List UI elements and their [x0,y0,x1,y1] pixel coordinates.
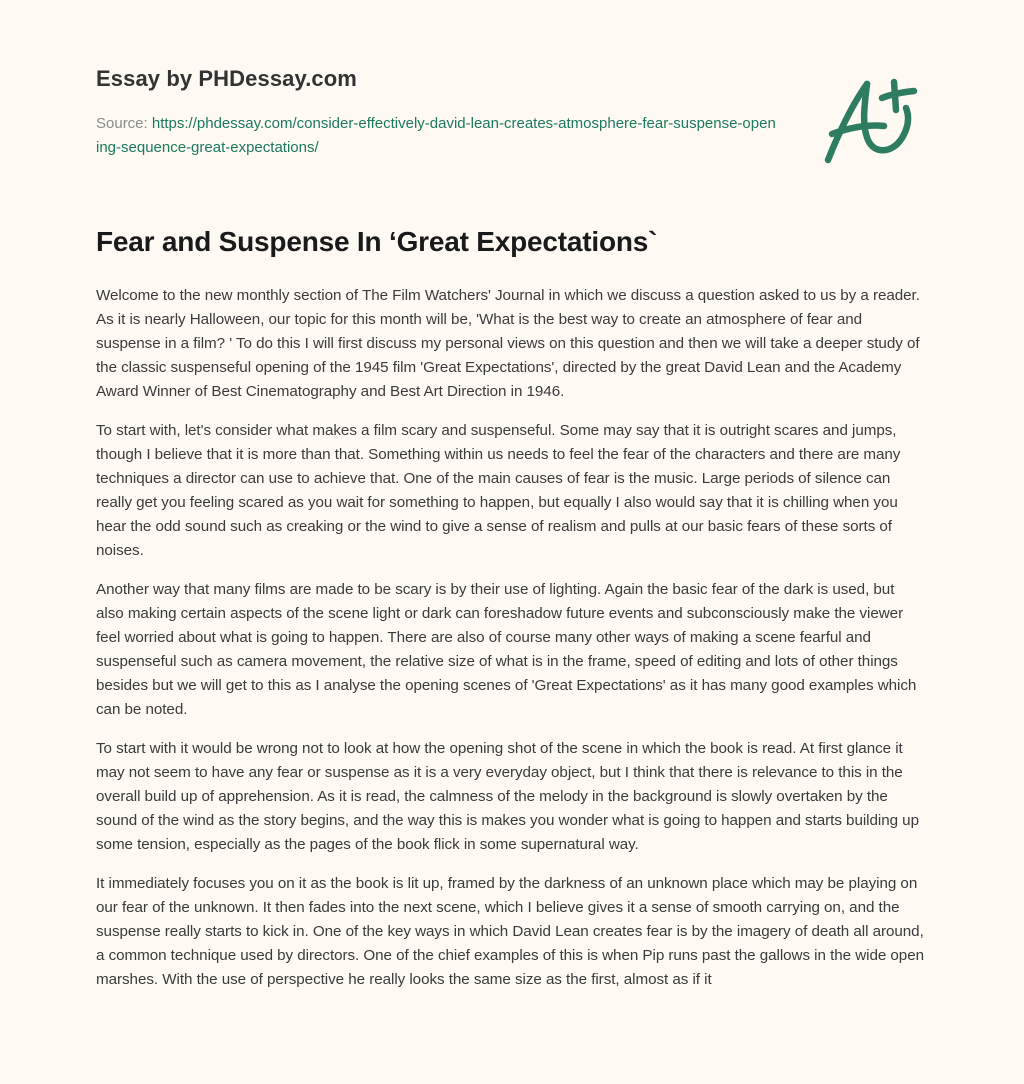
paragraph: Welcome to the new monthly section of The Film Watchers' Journal in which we discuss a question asked to us by a reader. As it is nearly Halloween, our topic for this month will be, 'What is the best way to create an atmosphere of fear and suspense in a film? ' To do this I will first discuss my personal views on this question and then we will take a deeper study of the classic suspenseful opening of the 1945 film 'Great Expectations', directed by the great David Lean and the Academy Award Winner of Best Cinematography and Best Art Direction in 1946. [96,287,920,400]
source-label: Source: [96,115,152,132]
page-header [96,0,926,200]
a-plus-grade-icon [822,68,926,168]
paragraph: Another way that many films are made to be scary is by their use of lighting. Again the basic fear of the dark is used, but also making certain aspects of the scene light or dark can foreshadow future events and subconsciously make the viewer feel worried about what is going to happen. There are also of course many other ways of making a scene fearful and suspenseful such as camera movement, the relative size of what is in the frame, speed of editing and lots of other things besides but we will get to this as I analyse the opening scenes of 'Great Expectations' as it has many good examples which can be noted. [96,581,917,718]
essay-title: Fear and Suspense In ‘Great Expectations` [96,226,658,257]
essay-page [96,0,926,988]
paragraph: To start with it would be wrong not to look at how the opening shot of the scene in which the book is read. At first glance it may not seem to have any fear or suspense as it is a very everyday object, but I think that there is relevance to this in the overall build up of apprehension. As it is read, the calmness of the melody in the background is slowly overtaken by the sound of the wind as the story begins, and the way this is makes you wonder what is going to happen and starts building up some tension, especially as the pages of the book flick in some supernatural way. [96,740,919,853]
source-link[interactable]: https://phdessay.com/consider-effectively-david-lean-creates-atmosphere-fear-suspense-opening-sequence-great-expectations/ [96,115,776,156]
site-title: Essay by PHDessay.com [96,66,357,91]
paragraph: To start with, let's consider what makes a film scary and suspenseful. Some may say that it is outright scares and jumps, though I believe that it is more than that. Something within us needs to feel the fear of the characters and there are many techniques a director can use to achieve that. One of the main causes of fear is the music. Large periods of silence can really get you feeling scared as you wait for something to happen, but equally I also would say that it is chilling when you hear the odd sound such as creaking or the wind to give a sense of realism and pulls at our basic fears of these sorts of noises. [96,422,901,559]
source-line [96,112,776,160]
essay-body [96,284,926,1007]
paragraph: It immediately focuses you on it as the book is lit up, framed by the darkness of an unknown place which may be playing on our fear of the unknown. It then fades into the next scene, which I believe gives it a sense of smooth carrying on, and the suspense really starts to kick in. One of the key ways in which David Lean creates fear is by the imagery of death all around, a common technique used by directors. One of the chief examples of this is when Pip runs past the gallows in the wide open marshes. With the use of perspective he really looks the same size as the first, almost as if it [96,875,924,988]
